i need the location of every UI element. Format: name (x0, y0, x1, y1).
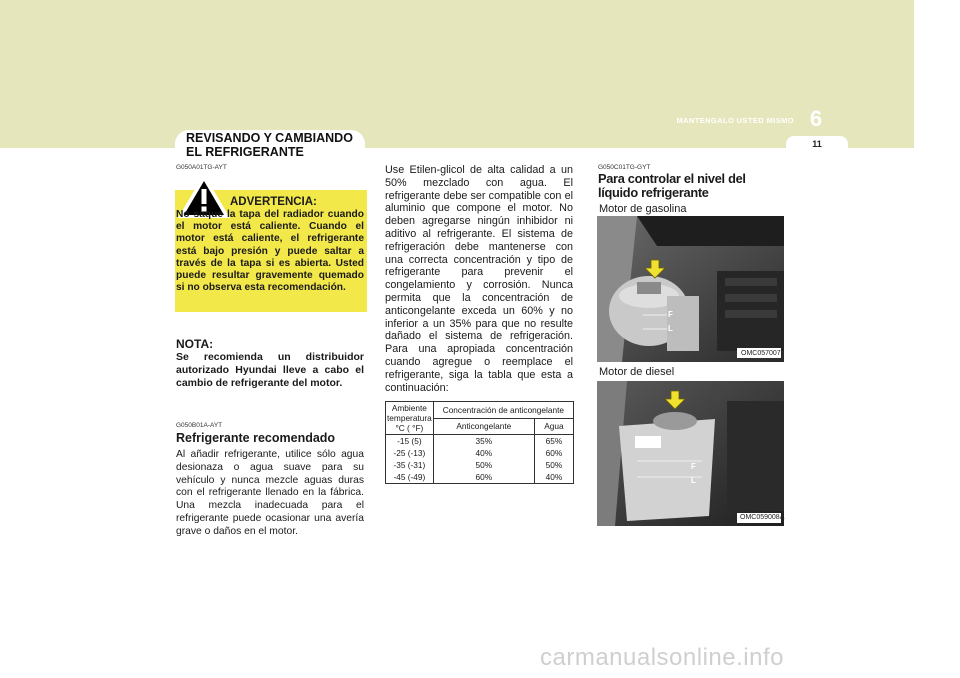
table-cell: -45 (-49) (386, 471, 434, 484)
section-title-line2: EL REFRIGERANTE (186, 145, 304, 159)
table-cell: 40% (433, 447, 534, 459)
warning-title: ADVERTENCIA: (230, 196, 317, 208)
diesel-full-mark: F (691, 462, 696, 471)
table-cell: -35 (-31) (386, 459, 434, 471)
table-cell: -25 (-13) (386, 447, 434, 459)
table-temperature-header: Ambiente temperatura °C ( °F) (387, 403, 432, 433)
diesel-engine-photo (597, 381, 784, 526)
section-title-line1: REVISANDO Y CAMBIANDO (186, 131, 353, 145)
level-check-heading: Para controlar el nivel del líquido refrigerante (598, 171, 746, 200)
coolant-description: Use Etilen-glicol de alta calidad a un 50% mezclado con agua. El refrigerante debe ser compatible con el aluminio que compone el motor. No deben agregarse ningún inhibidor ni aditivo al refrigerante. El sistema de refrigeración debe mantenerse con una correcta concentración y tipo de refrigerante para prevenir el congelamiento y corrosión. Nunca permita que la concentración de anticongelante exceda un 60% y no inferior a un 35% para que no resulte dañado el sistema de refrigeración. Para una apropiada concentración cuando agregue o reemplace el refrigerante, siga la tabla que esta a continuación: (385, 164, 573, 394)
table-cell: 60% (534, 447, 573, 459)
concentration-table (385, 401, 574, 484)
table-cell: 50% (433, 459, 534, 471)
gasoline-photo-code: OMC057007 (741, 350, 781, 357)
diesel-photo-code: OMC059008A (740, 514, 785, 521)
table-row (386, 435, 574, 448)
gasoline-engine-label: Motor de gasolina (599, 203, 687, 215)
recommended-body: Al añadir refrigerante, utilice sólo agua desionaza o agua suave para su vehículo y nunca mezcle aguas duras con el refrigerante llenado en la fábrica. Una mezcla inadecuada para el refrigerante puede ocasionar una avería grave o daños en el motor. (176, 449, 364, 537)
level-check-code: G050C01TG-GYT (598, 164, 651, 171)
table-cell: 40% (534, 471, 573, 484)
diesel-engine-label: Motor de diesel (599, 366, 675, 378)
note-title: NOTA: (176, 337, 214, 351)
gasoline-low-mark: L (668, 324, 673, 333)
table-row (386, 471, 574, 484)
table-antifreeze-header: Anticongelante (433, 418, 534, 435)
diesel-low-mark: L (691, 476, 696, 485)
chapter-number: 6 (809, 106, 823, 131)
table-cell: 35% (433, 435, 534, 448)
table-row (386, 459, 574, 471)
note-body: Se recomienda un distribuidor autorizado Hyundai lleve a cabo el cambio de refrigerante del motor. (176, 351, 364, 389)
table-cell: 65% (534, 435, 573, 448)
page-number: 11 (812, 139, 822, 149)
warning-code: G050A01TG-AYT (176, 164, 227, 171)
warning-body: No saque la tapa del radiador cuando el motor está caliente. Cuando el motor está caliente, el refrigerante está bajo presión y puede saltar a través de la tapa si es abierta. Usted puede resultar gravemente quemado si no observa esta recomendación. (176, 209, 364, 294)
recommended-heading: Refrigerante recomendado (176, 431, 336, 445)
watermark: carmanualsonline.info (540, 644, 784, 671)
gasoline-engine-photo (597, 216, 784, 362)
table-cell: 50% (534, 459, 573, 471)
table-row (386, 447, 574, 459)
header-band (0, 0, 914, 148)
table-cell: 60% (433, 471, 534, 484)
table-cell: -15 (5) (386, 435, 434, 448)
section-label: MANTENGALO USTED MISMO (676, 116, 794, 125)
table-group-header: Concentración de anticongelante (433, 402, 573, 419)
section-title (186, 131, 366, 159)
table-water-header: Agua (534, 418, 573, 435)
recommended-code: G050B01A-AYT (176, 422, 223, 429)
gasoline-full-mark: F (668, 310, 673, 319)
